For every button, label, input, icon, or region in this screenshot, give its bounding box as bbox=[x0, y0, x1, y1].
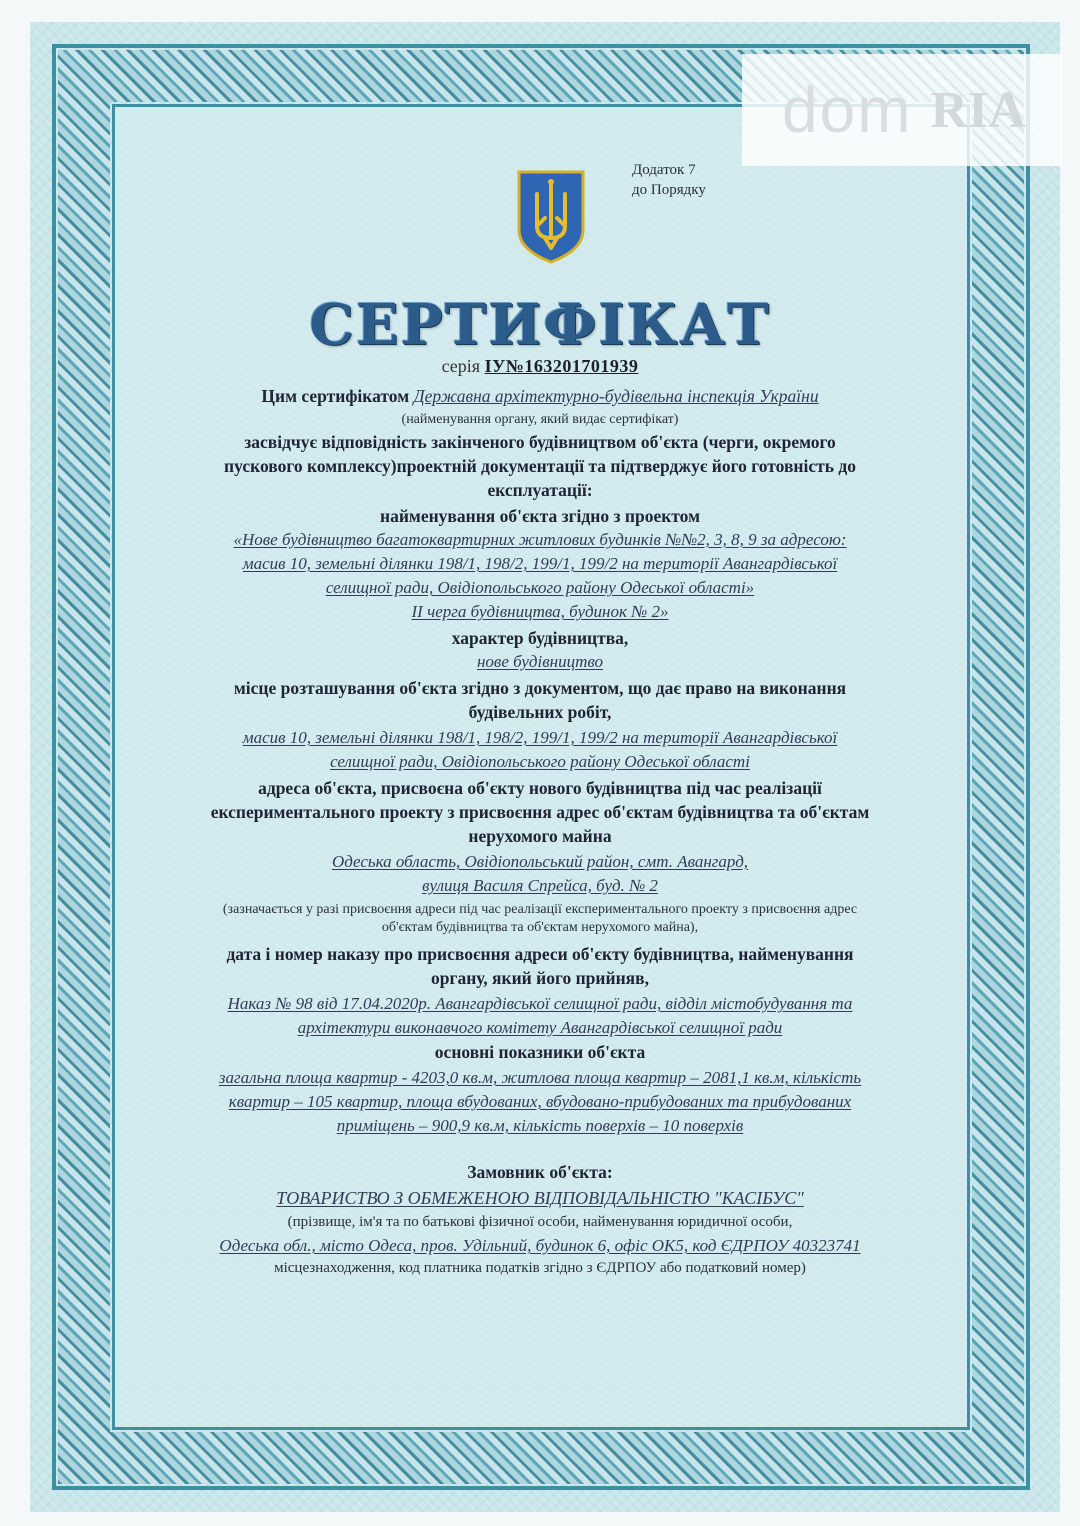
customer-caption-1: (прізвище, ім'я та по батькові фізичної особи, найменування юридичної особи, bbox=[287, 1214, 793, 1230]
customer-caption-2: місцезнаходження, код платника податків згідно з ЄДРПОУ або податковий номер) bbox=[274, 1260, 806, 1276]
location-heading-line-2: будівельних робіт, bbox=[468, 702, 612, 722]
dom-ria-watermark bbox=[742, 54, 1062, 166]
order-line-2: архітектури виконавчого комітету Авангардівської селищної ради bbox=[297, 1018, 783, 1037]
order-heading-line-2: органу, який його прийняв, bbox=[431, 968, 649, 988]
annex-line-2: до Порядку bbox=[632, 182, 706, 198]
statement-line-2: пускового комплексу)проектній документації та підтверджує його готовність до bbox=[224, 456, 856, 476]
order-heading-line-1: дата і номер наказу про присвоєння адреси об'єкту будівництва, найменування bbox=[226, 944, 854, 964]
object-name-line-1: «Нове будівництво багатоквартирних житлових будинків №№2, 3, 8, 9 за адресою: bbox=[233, 530, 847, 549]
watermark-dom: dom bbox=[782, 74, 913, 146]
statement-line-1: засвідчує відповідність закінченого будівництвом об'єкта (черги, окремого bbox=[244, 432, 836, 452]
object-name-line-3: селищної ради, Овідіопольського району Одеської області» bbox=[325, 578, 755, 597]
statement-line-3: експлуатації: bbox=[487, 480, 593, 500]
issuer-prefix: Цим сертифікатом bbox=[261, 386, 410, 406]
certificate-title: СЕРТИФІКАТ bbox=[309, 292, 771, 358]
address-heading-line-1: адреса об'єкта, присвоєна об'єкту нового будівництва під час реалізації bbox=[258, 778, 822, 798]
issuer-caption: (найменування органу, який видає сертифікат) bbox=[401, 412, 679, 427]
indicators-line-3: приміщень – 900,9 кв.м, кількість поверхів – 10 поверхів bbox=[336, 1116, 744, 1135]
issuer-name: Державна архітектурно-будівельна інспекція України bbox=[413, 386, 819, 406]
series-number: ІУ№163201701939 bbox=[484, 356, 639, 376]
address-heading-line-3: нерухомого майна bbox=[468, 826, 612, 846]
address-caption-line-1: (зазначається у разі присвоєння адреси під час реалізації експериментального проекту з присвоєння адрес bbox=[222, 902, 858, 917]
construction-type-value: нове будівництво bbox=[477, 652, 603, 671]
address-heading-line-2: експериментального проекту з присвоєння адрес об'єктам будівництва та об'єктам bbox=[210, 802, 870, 822]
coat-of-arms-trident-icon bbox=[515, 168, 587, 264]
address-caption-line-2: об'єктам будівництва та об'єктам нерухомого майна), bbox=[381, 920, 699, 935]
object-name-heading: найменування об'єкта згідно з проектом bbox=[379, 506, 701, 526]
construction-type-heading: характер будівництва, bbox=[451, 628, 629, 648]
indicators-line-1: загальна площа квартир - 4203,0 кв.м, житлова площа квартир – 2081,1 кв.м, кількість bbox=[218, 1068, 862, 1087]
address-line-2: вулиця Василя Спрейса, буд. № 2 bbox=[422, 876, 658, 895]
watermark-ria: RIA bbox=[930, 81, 1026, 139]
indicators-heading: основні показники об'єкта bbox=[434, 1042, 646, 1062]
issuer-line bbox=[0, 386, 1080, 407]
customer-heading: Замовник об'єкта: bbox=[467, 1162, 613, 1182]
annex-note bbox=[632, 160, 706, 200]
location-line-2: селищної ради, Овідіопольського району Одеської області bbox=[330, 752, 750, 771]
location-heading-line-1: місце розташування об'єкта згідно з документом, що дає право на виконання bbox=[233, 678, 847, 698]
annex-line-1: Додаток 7 bbox=[632, 162, 696, 178]
series-line bbox=[0, 356, 1080, 377]
order-line-1: Наказ № 98 від 17.04.2020р. Авангардівської селищної ради, відділ містобудування та bbox=[227, 994, 853, 1013]
location-line-1: масив 10, земельні ділянки 198/1, 198/2, 199/1, 199/2 на території Авангардівської bbox=[242, 728, 838, 747]
indicators-line-2: квартир – 105 квартир, площа вбудованих, вбудовано-прибудованих та прибудованих bbox=[228, 1092, 852, 1111]
series-label: серія bbox=[441, 356, 481, 376]
object-name-line-2: масив 10, земельні ділянки 198/1, 198/2, 199/1, 199/2 на території Авангардівської bbox=[242, 554, 838, 573]
customer-name: ТОВАРИСТВО З ОБМЕЖЕНОЮ ВІДПОВІДАЛЬНІСТЮ "КАСІБУС" bbox=[276, 1188, 804, 1208]
object-name-line-4: ІІ черга будівництва, будинок № 2» bbox=[411, 602, 669, 621]
address-line-1: Одеська область, Овідіопольський район, смт. Авангард, bbox=[331, 852, 749, 871]
customer-address: Одеська обл., місто Одеса, пров. Удільний, будинок 6, офіс ОК5, код ЄДРПОУ 40323741 bbox=[219, 1236, 861, 1255]
